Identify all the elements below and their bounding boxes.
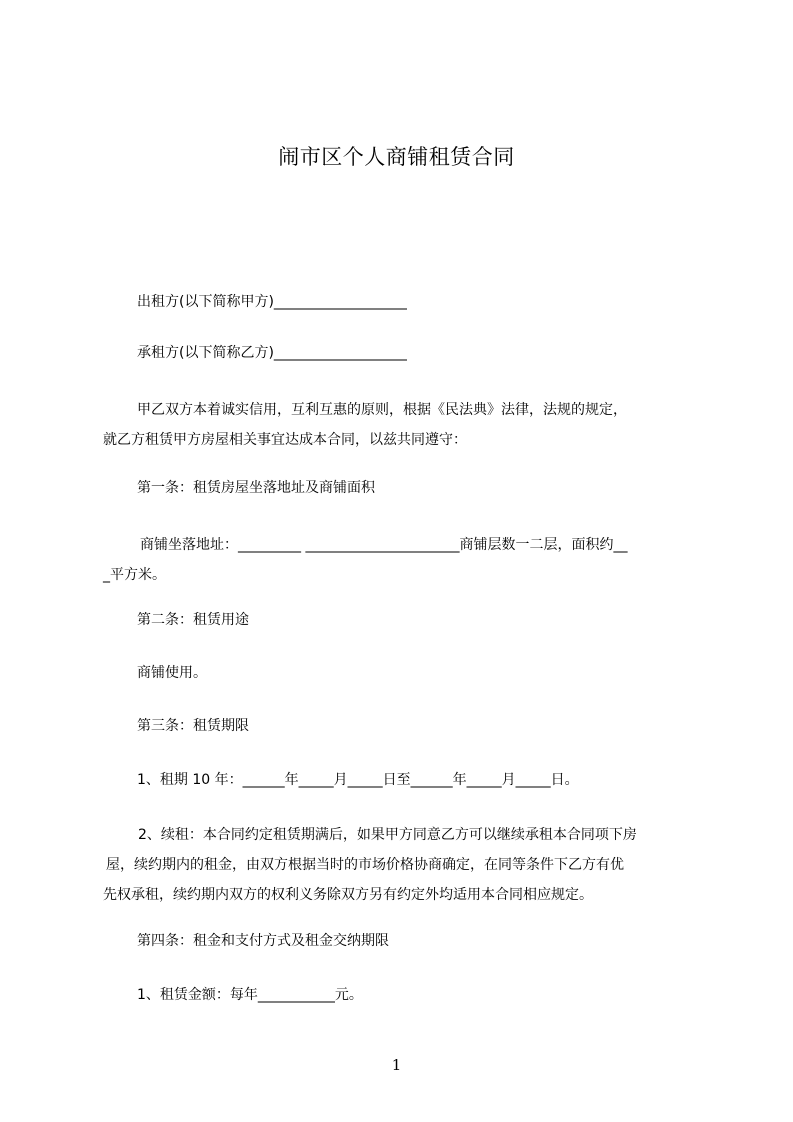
article-2-body: 商铺使用。 [137, 665, 207, 681]
article-4-item-1: 1、租赁金额：每年___________元。 [137, 987, 363, 1003]
article-3-heading: 第三条：租赁期限 [137, 718, 249, 734]
article-3-item-2-line-2: 屋，续约期内的租金，由双方根据当时的市场价格协商确定，在同等条件下乙方有优 [106, 857, 624, 873]
article-1-body-line-1: 商铺坐落地址：_________ ______________________商铺层数一二层，面积约__ [140, 537, 628, 553]
lessee-line: 承租方(以下简称乙方)___________________ [137, 345, 407, 361]
article-1-body-line-2: _平方米。 [103, 567, 166, 583]
lessor-line: 出租方(以下简称甲方)___________________ [137, 294, 407, 310]
page-number: 1 [391, 1056, 402, 1074]
article-1-body [103, 530, 693, 590]
article-3-item-1: 1、租期 10 年：______年_____月_____日至______年_____月_____日。 [137, 772, 579, 788]
preamble-line-2: 就乙方租赁甲方房屋相关事宜达成本合同，以兹共同遵守： [103, 432, 467, 448]
document-title: 闹市区个人商铺租赁合同 [278, 145, 515, 169]
preamble-paragraph [103, 395, 693, 455]
article-3-item-2-line-3: 先权承租，续约期内双方的权利义务除双方另有约定外均适用本合同相应规定。 [103, 887, 593, 903]
article-3-item-2 [103, 820, 693, 910]
article-3-item-2-line-1: 2、续租：本合同约定租赁期满后，如果甲方同意乙方可以继续承租本合同项下房 [138, 827, 637, 843]
article-1-heading: 第一条：租赁房屋坐落地址及商铺面积 [137, 480, 375, 496]
preamble-line-1: 甲乙双方本着诚实信用，互利互惠的原则，根据《民法典》法律，法规的规定， [137, 402, 627, 418]
article-4-heading: 第四条：租金和支付方式及租金交纳期限 [137, 933, 389, 949]
article-2-heading: 第二条：租赁用途 [137, 612, 249, 628]
